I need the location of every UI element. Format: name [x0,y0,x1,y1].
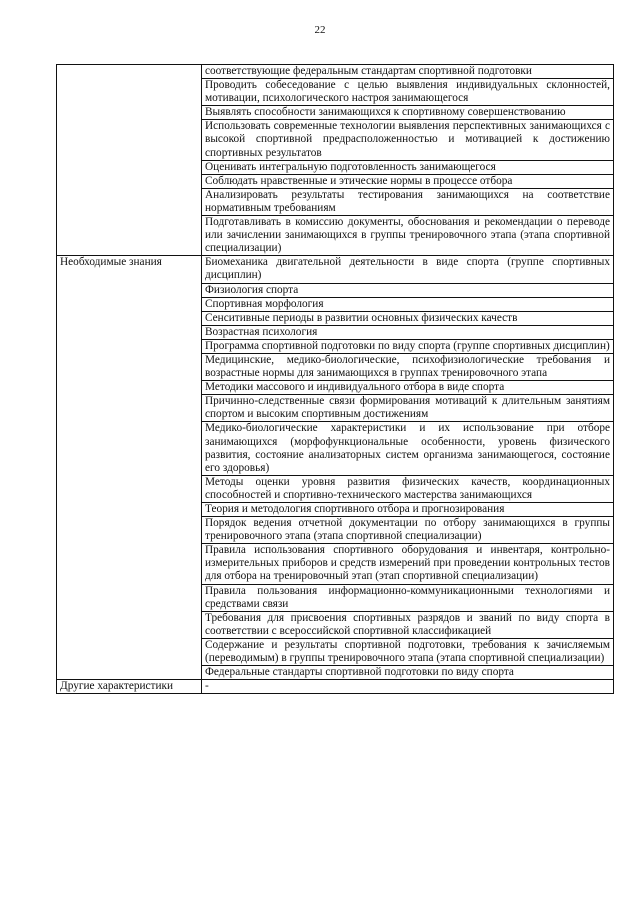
item-cell: Выявлять способности занимающихся к спортивному совершенствованию [202,106,614,120]
item-cell: соответствующие федеральным стандартам спортивной подготовки [202,65,614,79]
item-cell: Порядок ведения отчетной документации по отбору занимающихся в группы тренировочного этапа (этапа спортивной специализации) [202,517,614,544]
item-cell: Биомеханика двигательной деятельности в виде спорта (группе спортивных дисциплин) [202,256,614,283]
item-cell: Медицинские, медико-биологические, психофизиологические требования и возрастные нормы для занимающихся в группах тренировочного этапа [202,353,614,380]
item-cell: Теория и методология спортивного отбора и прогнозирования [202,503,614,517]
item-cell: Содержание и результаты спортивной подготовки, требования к зачисляемым (переводимым) в группы тренировочного этапа (этапа спортивной специализации) [202,638,614,665]
item-cell: Методы оценки уровня развития физических качеств, координационных способностей и спортивно-технического мастерства занимающихся [202,475,614,502]
table-row [57,680,614,694]
category-cell: Другие характеристики [57,680,202,694]
item-cell: Правила использования спортивного оборудования и инвентаря, контрольно-измерительных приборов и средств измерений при проведении контрольных тестов для отбора на тренировочный этап (этап спортивной специализации) [202,544,614,584]
item-cell: Возрастная психология [202,325,614,339]
item-cell: Правила пользования информационно-коммуникационными технологиями и средствами связи [202,584,614,611]
item-cell: Медико-биологические характеристики и их использование при отборе занимающихся (морфофункциональные особенности, уровень физического развития, состояние анализаторных систем организма занимающегося, состояние его здоровья) [202,422,614,475]
page-number: 22 [314,24,326,36]
item-cell: Проводить собеседование с целью выявления индивидуальных склонностей, мотивации, психологического настроя занимающегося [202,79,614,106]
item-cell: Программа спортивной подготовки по виду спорта (группе спортивных дисциплин) [202,339,614,353]
item-cell: Причинно-следственные связи формирования мотиваций к длительным занятиям спортом и высоким спортивным достижениям [202,395,614,422]
item-cell: Анализировать результаты тестирования занимающихся на соответствие нормативным требованиям [202,188,614,215]
category-cell [57,65,202,256]
item-cell: Подготавливать в комиссию документы, обоснования и рекомендации о переводе или зачислении занимающихся в группы тренировочного этапа (этапа спортивной специализации) [202,216,614,256]
item-cell: Сенситивные периоды в развитии основных физических качеств [202,311,614,325]
item-cell: - [202,680,614,694]
category-cell: Необходимые знания [57,256,202,680]
item-cell: Федеральные стандарты спортивной подготовки по виду спорта [202,666,614,680]
item-cell: Оценивать интегральную подготовленность занимающегося [202,160,614,174]
table-row [57,65,614,79]
item-cell: Спортивная морфология [202,297,614,311]
item-cell: Методики массового и индивидуального отбора в виде спорта [202,381,614,395]
table-row [57,256,614,283]
item-cell: Требования для присвоения спортивных разрядов и званий по виду спорта в соответствии с всероссийской спортивной классификацией [202,611,614,638]
table-body [57,65,614,694]
item-cell: Соблюдать нравственные и этические нормы в процессе отбора [202,174,614,188]
item-cell: Физиология спорта [202,283,614,297]
item-cell: Использовать современные технологии выявления перспективных занимающихся с высокой спортивной предрасположенностью и мотивацией к достижению спортивных результатов [202,120,614,160]
competency-table [56,64,614,694]
